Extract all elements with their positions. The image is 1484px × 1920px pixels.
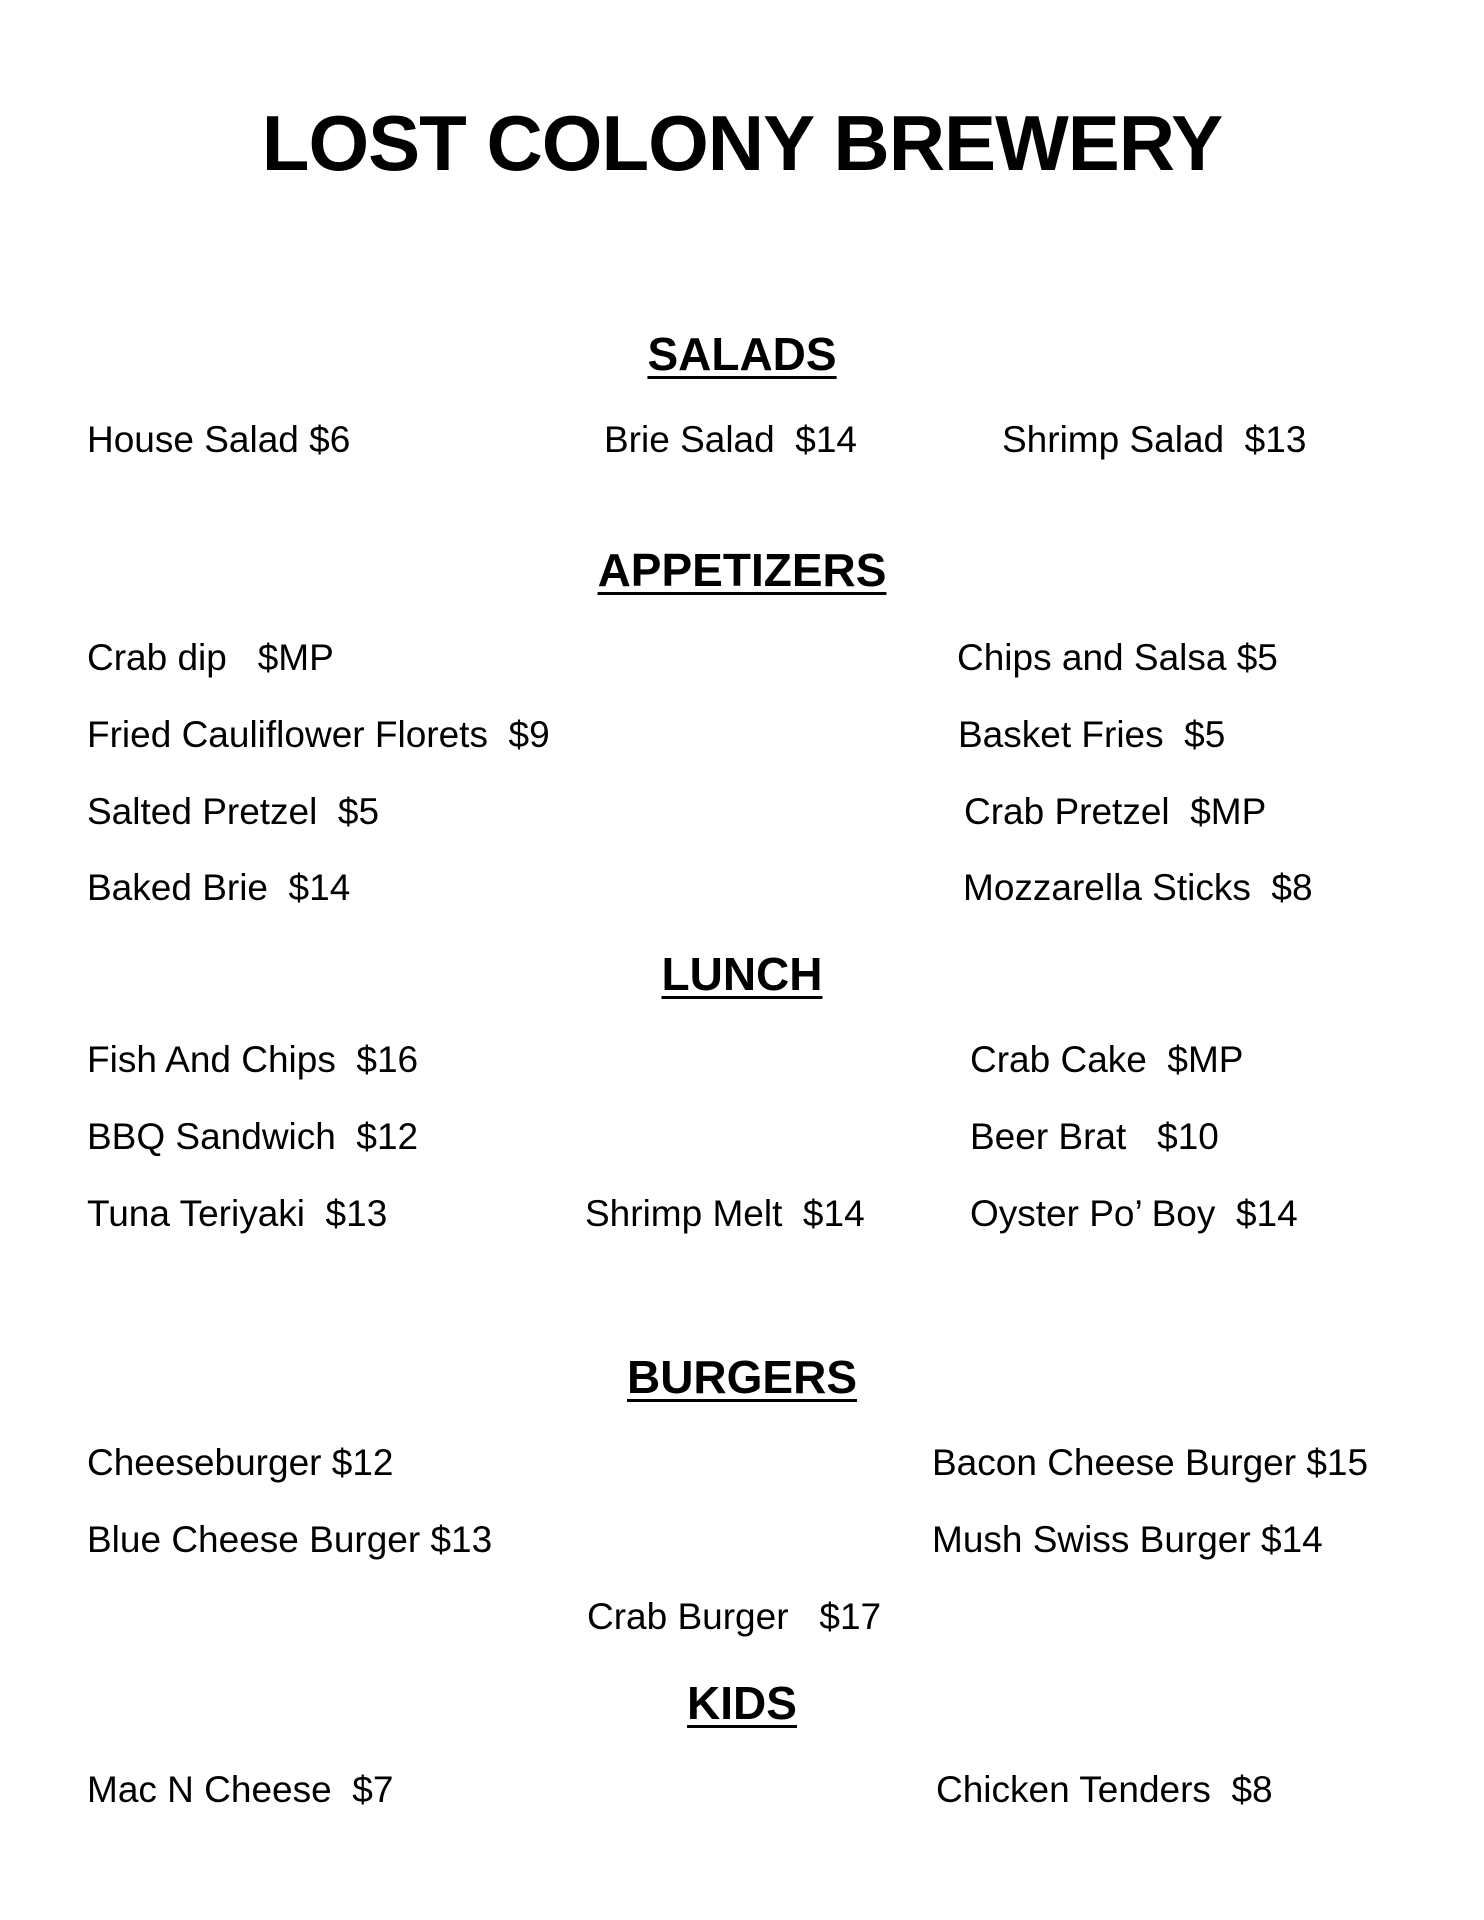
menu-item: Chicken Tenders $8: [936, 1769, 1273, 1810]
menu-item: Crab Burger $17: [587, 1596, 882, 1637]
menu-item: Salted Pretzel $5: [87, 791, 380, 832]
menu-item: Mush Swiss Burger $14: [932, 1519, 1323, 1560]
menu-item: Baked Brie $14: [87, 867, 351, 908]
menu-item: Mozzarella Sticks $8: [963, 867, 1313, 908]
menu-item: House Salad $6: [87, 419, 351, 460]
menu-item: Fish And Chips $16: [87, 1039, 419, 1080]
kids-heading: KIDS: [687, 1677, 797, 1729]
menu-item: Beer Brat $10: [970, 1116, 1219, 1157]
menu-item: Crab Pretzel $MP: [964, 791, 1267, 832]
menu-item: Basket Fries $5: [958, 714, 1226, 755]
menu-item: Cheeseburger $12: [87, 1442, 394, 1483]
salads-heading: SALADS: [647, 328, 837, 380]
menu-item: Bacon Cheese Burger $15: [932, 1442, 1369, 1483]
menu-item: Crab dip $MP: [87, 637, 334, 678]
menu-item: Shrimp Salad $13: [1002, 419, 1307, 460]
menu-item: Tuna Teriyaki $13: [87, 1193, 388, 1234]
menu-item: Brie Salad $14: [604, 419, 858, 460]
menu-item: Blue Cheese Burger $13: [87, 1519, 493, 1560]
lunch-heading: LUNCH: [661, 948, 823, 1000]
menu-item: Chips and Salsa $5: [957, 637, 1278, 678]
menu-item: BBQ Sandwich $12: [87, 1116, 419, 1157]
menu-title: LOST COLONY BREWERY: [261, 99, 1223, 187]
burgers-heading: BURGERS: [626, 1351, 858, 1403]
appetizers-heading: APPETIZERS: [597, 544, 887, 596]
menu-item: Shrimp Melt $14: [585, 1193, 865, 1234]
menu-item: Fried Cauliflower Florets $9: [87, 714, 550, 755]
menu-item: Crab Cake $MP: [970, 1039, 1244, 1080]
menu-item: Oyster Po’ Boy $14: [970, 1193, 1298, 1234]
menu-item: Mac N Cheese $7: [87, 1769, 394, 1810]
